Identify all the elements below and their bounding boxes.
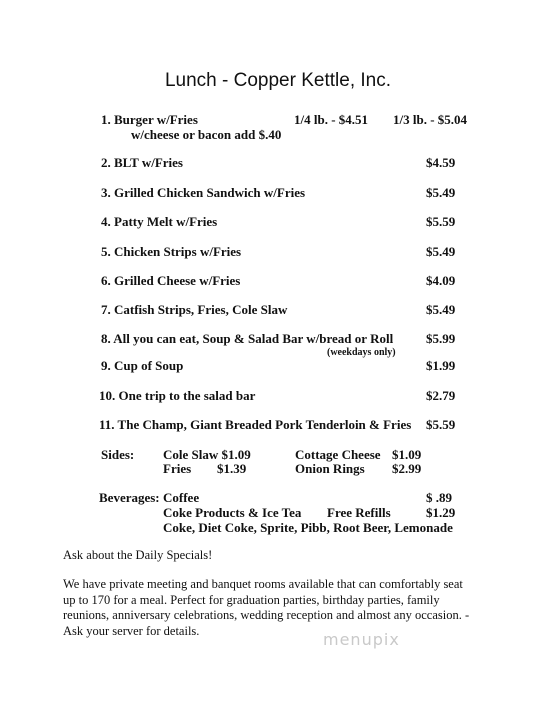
menu-item-burger: 1. Burger w/Fries: [101, 112, 198, 127]
item-price: $2.79: [426, 388, 456, 403]
beverage-coffee-price: $ .89: [426, 490, 452, 505]
free-refills: Free Refills: [327, 505, 391, 520]
daily-specials-note: Ask about the Daily Specials!: [63, 548, 213, 562]
menu-item-grilled-chicken: 3. Grilled Chicken Sandwich w/Fries: [101, 185, 306, 200]
beverage-coke-products: Coke Products & Ice Tea: [163, 505, 302, 520]
menu-item-cup-of-soup: 9. Cup of Soup: [101, 358, 184, 373]
item-price: $4.09: [426, 273, 456, 288]
menu-item-soup-salad-bar: 8. All you can eat, Soup & Salad Bar w/bread or Roll: [101, 331, 394, 346]
burger-addon-note: w/cheese or bacon add $.40: [131, 127, 282, 142]
menupix-watermark: menupix: [323, 630, 400, 649]
beverage-coke-price: $1.29: [426, 505, 456, 520]
item-price: $5.49: [426, 302, 456, 317]
sides-label: Sides:: [101, 447, 135, 462]
side-fries-price: $1.39: [217, 461, 247, 476]
side-fries: Fries: [163, 461, 192, 476]
item-price: $5.99: [426, 331, 456, 346]
item-price: $5.59: [426, 214, 456, 229]
menu-item-the-champ: 11. The Champ, Giant Breaded Pork Tenderloin & Fries: [99, 417, 412, 432]
item-price: $5.49: [426, 185, 456, 200]
menu-item-catfish: 7. Catfish Strips, Fries, Cole Slaw: [101, 302, 288, 317]
banquet-line: Ask your server for details.: [63, 623, 200, 638]
beverage-list: Coke, Diet Coke, Sprite, Pibb, Root Beer, Lemonade: [163, 520, 453, 535]
menu-item-salad-bar-trip: 10. One trip to the salad bar: [99, 388, 256, 403]
burger-third-price: 1/3 lb. - $5.04: [393, 112, 468, 127]
menu-title: Lunch - Copper Kettle, Inc.: [164, 70, 391, 91]
side-cottage-cheese-price: $1.09: [392, 447, 422, 462]
banquet-paragraph: [63, 577, 513, 639]
item-price: $5.49: [426, 244, 456, 259]
side-cottage-cheese: Cottage Cheese: [295, 447, 381, 462]
banquet-line: reunions, anniversary celebrations, wedding reception and almost any occasion. -: [63, 608, 470, 622]
side-onion-rings: Onion Rings: [295, 461, 365, 476]
burger-quarter-price: 1/4 lb. - $4.51: [294, 112, 369, 127]
banquet-line: We have private meeting and banquet rooms available that can comfortably seat: [63, 577, 463, 591]
banquet-line: up to 170 for a meal. Perfect for graduation parties, birthday parties, family: [63, 592, 440, 607]
item-price: $5.59: [426, 417, 456, 432]
side-cole-slaw: Cole Slaw $1.09: [163, 447, 251, 462]
beverage-coffee: Coffee: [163, 490, 200, 505]
beverages-label: Beverages:: [99, 490, 160, 505]
menu-item-patty-melt: 4. Patty Melt w/Fries: [101, 214, 218, 229]
menu-item-chicken-strips: 5. Chicken Strips w/Fries: [101, 244, 242, 259]
side-onion-rings-price: $2.99: [392, 461, 422, 476]
weekdays-note: (weekdays only): [327, 347, 396, 358]
menu-item-blt: 2. BLT w/Fries: [101, 155, 183, 170]
item-price: $4.59: [426, 155, 456, 170]
item-price: $1.99: [426, 358, 456, 373]
menu-item-grilled-cheese: 6. Grilled Cheese w/Fries: [101, 273, 241, 288]
